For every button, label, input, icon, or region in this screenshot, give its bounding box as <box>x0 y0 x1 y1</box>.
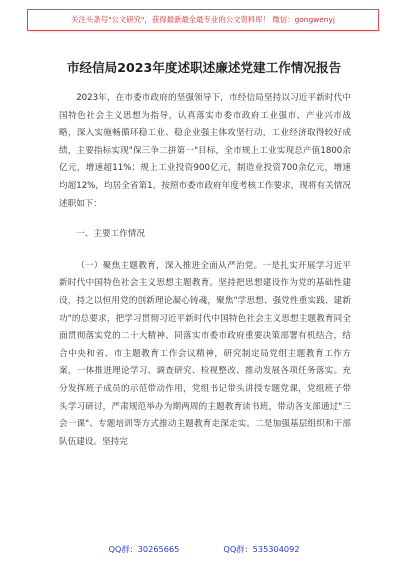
qq-group-2: QQ群：535304092 <box>223 544 300 554</box>
section-heading: 一、主要工作情况 <box>76 229 145 240</box>
document-body <box>59 90 351 451</box>
qq-footer <box>0 544 408 555</box>
promo-banner: 关注头条号"公文研究"，获得最新最全最专业的公文资料库！ 微信：gongwenyj <box>27 9 379 31</box>
document-title: 市经信局2023年度述职述廉述党建工作情况报告 <box>66 60 342 75</box>
section-paragraph: （一）聚焦主题教育，深入推进全面从严治党。一是扎实开展学习近平新时代中国特色社会主义思想主题教育。坚持把思想建设作为党的基础性建设，持之以恒用党的创新理论凝心铸魂，聚焦"学思想、强党性重实践、建新功"的总要求，把学习贯彻习近平新时代中国特色社会主义思想主题教育同全面贯彻落实党的二十大精神、同落实市委市政府重要决策部署有机结合，结合中央和省、市主题教育工作会议精神，研究制定局党组主题教育工作方案，一体推进理论学习、调查研究、检视整改、推动发展各项任务落实。充分发挥班子成员的示范带动作用，党组书记带头讲授专题党课，党组班子带头学习研讨，严肃规范举办为期两周的主题教育读书班，带动各支部通过"三会一课"、专题培训等方式推动主题教育走深走实。二是加强基层组织和干部队伍建设。坚持完 <box>59 260 351 447</box>
qq-group-1: QQ群：30265665 <box>108 544 180 554</box>
intro-paragraph: 2023年，在市委市政府的坚强领导下，市经信局坚持以习近平新时代中国特色社会主义思想为指导，认真落实市委市政府工业强市、产业兴市战略，深入实施畅循环稳工业、稳企业强主体攻坚行动，工业经济取得较好成绩，主要指标实现"保三争二拼第一"目标，全市规上工业实现总产值1800余亿元，增速超11%；规上工业投资900亿元，制造业投资700余亿元，增速均超12%，均居全省第1。按照市委市政府年度考核工作要求，现将有关情况述职如下： <box>59 93 351 209</box>
